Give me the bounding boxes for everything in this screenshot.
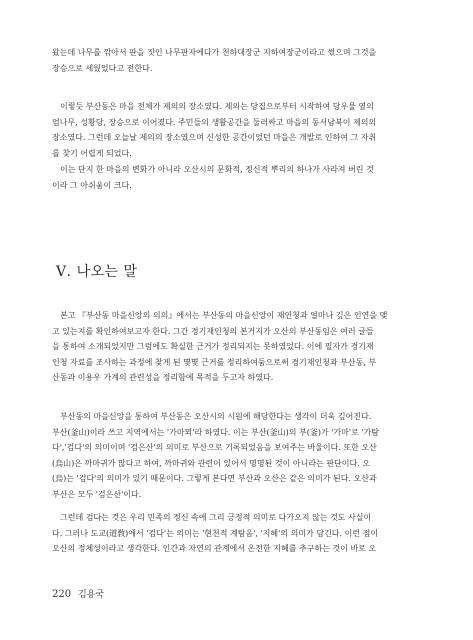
paragraph-3 <box>52 162 427 193</box>
text-line: 이렇듯 부산동은 마을 전체가 제의의 장소였다. 제의는 당집으로부터 시작하여 당우물 옆의 <box>60 102 374 111</box>
author-name: 김용국 <box>77 590 105 600</box>
text-line: 을 통하여 소개되었지만 그럼에도 확실한 근거가 정리되지는 못하였었다. 이에 필자가 경기재 <box>52 342 374 352</box>
text-line: 엄나무, 성황당, 장승으로 이어졌다. 주민들의 생활공간을 둘러싸고 마을의 동서남북이 제의의 <box>52 117 377 127</box>
text-line: 이라 그 아쉬움이 크다. <box>52 180 132 190</box>
text-line: 그런데 검다는 것은 우리 민족의 정신 속에 그리 긍정적 의미로 다가오지 않는 것도 사실이 <box>60 513 372 522</box>
text-line: 오산의 정체성이라고 생각한다. 인간과 자연의 관계에서 온전한 지혜를 추구하는 것이 바로 오 <box>52 544 377 554</box>
text-line: 다. 그러나 도교(道敎)에서 '검다'는 의미는 '현천적 계탐음', '지혜'의 의미가 담긴다. 이런 점이 <box>52 528 379 538</box>
paragraph-6 <box>52 510 427 557</box>
section-title: Ⅴ. 나오는 말 <box>56 264 138 280</box>
text-line: 부산은 모두 '검은산'이다. <box>52 489 142 499</box>
text-line: 산동과 이용우 가계의 관련성을 정리함에 목적을 두고자 하였다. <box>52 373 274 383</box>
text-line: 본고 『부산동 마을신앙의 의의』에서는 부산동의 마을신앙이 재인청과 얼마나 깊은 인연을 맺 <box>60 311 388 320</box>
text-line: (烏山)은 까마귀가 많다고 하여, 까마귀와 관련이 있어서 명명된 것이 아니라는 판단이다. 오 <box>52 458 371 468</box>
text-line: (烏)는 '검다'의 의미가 있기 때문이다. 그렇게 본다면 부산과 오산은 같은 의미가 된다. 오산과 <box>52 474 377 484</box>
paragraph-4 <box>52 308 427 386</box>
text-line: 왔는데 나무를 깎아서 판을 짓인 나무판자에다가 천하대장군 지하여장군이라고 썼으며 그것을 <box>52 48 377 57</box>
text-line: 를 찾기 어렵게 되었다. <box>52 148 132 158</box>
paragraph-5 <box>52 409 427 503</box>
paragraph-1 <box>52 45 427 76</box>
page-footer <box>52 587 104 600</box>
text-line: 이는 단지 한 마을의 변화가 아니라 오산시의 문화적, 정신적 뿌리의 하나가 사라져 버린 것 <box>60 165 374 174</box>
paragraph-2 <box>52 99 427 161</box>
text-line: 다','검다'의 의미이며 '검은산'의 의미로 부산으로 기록되었음을 보여주는 바울이다. 또한 오산 <box>52 443 377 453</box>
text-line: 장소였다. 그런데 오늘날 제의의 장소였으며 신성한 공간이었던 마을은 개발로 인하여 그 자취 <box>52 133 377 143</box>
page-number: 220 <box>52 589 72 600</box>
text-line: 부산(釜山)이라 쓰고 지역에서는 '가마뫼'라 하였다. 이는 부산(釜山)의 부(釜)가 '가마'로 '가탐 <box>52 427 379 437</box>
text-line: 고 있는지를 확인하여보고자 한다. 그간 경기재인청의 본거지가 오산의 부산동임은 여러 글들 <box>52 326 374 336</box>
text-line: 장승으로 세웠었다고 전한다. <box>52 63 153 73</box>
text-line: 인청 자료를 조사하는 과정에 찾게 된 몇몇 근거를 정리하여둠으로써 경기재인청과 부산동, 부 <box>52 357 377 367</box>
text-line: 부산동의 마을신앙을 통하여 부산동은 오산시의 시원에 해당한다는 생각이 더욱 깊어진다. <box>60 412 372 421</box>
